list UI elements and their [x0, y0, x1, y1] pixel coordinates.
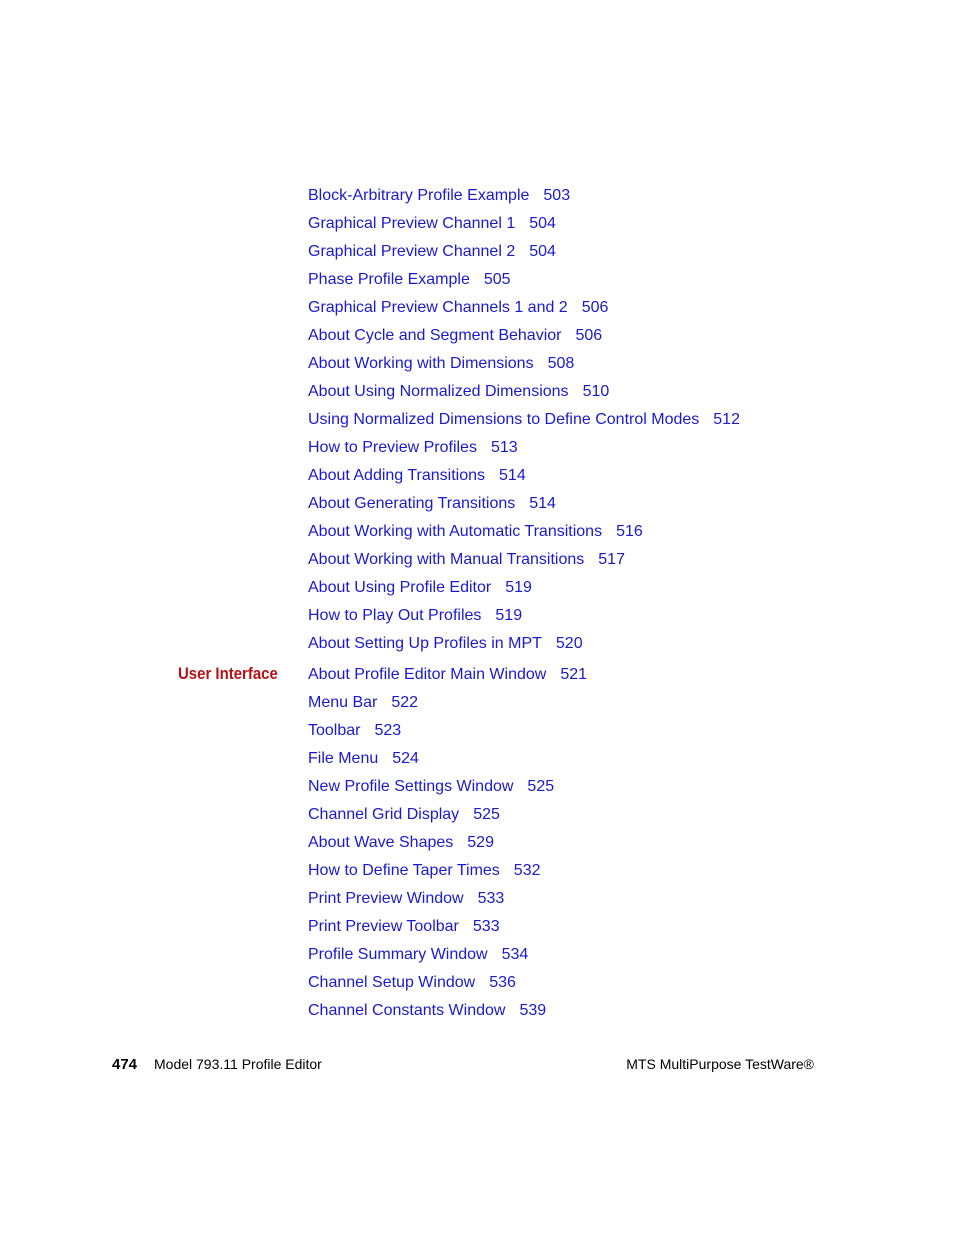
toc-entry-page-number[interactable]: 539	[519, 1002, 547, 1019]
toc-entry-title[interactable]: Graphical Preview Channels 1 and 2	[308, 299, 568, 316]
toc-entry-page-number[interactable]: 514	[529, 495, 556, 512]
toc-entry-title[interactable]: About Using Normalized Dimensions	[308, 383, 569, 400]
toc-entry[interactable]	[308, 859, 587, 887]
toc-entry-page-number[interactable]: 505	[483, 271, 511, 288]
toc-entry-page-number[interactable]: 510	[582, 383, 610, 400]
footer-page-number: 474	[112, 1056, 138, 1073]
footer-product: MTS MultiPurpose TestWare®	[626, 1056, 814, 1072]
toc-entry-title[interactable]: About Working with Dimensions	[308, 355, 534, 372]
toc-entry-page-number[interactable]: 522	[391, 694, 419, 711]
toc-entry[interactable]	[308, 380, 740, 408]
toc-entry[interactable]	[308, 212, 740, 240]
toc-entry-title[interactable]: Using Normalized Dimensions to Define Control Modes	[308, 411, 700, 428]
toc-entry-page-number[interactable]: 506	[581, 299, 609, 316]
toc-entry-title[interactable]: About Adding Transitions	[308, 467, 486, 484]
toc-entry-page-number[interactable]: 516	[616, 523, 643, 540]
toc-entry-page-number[interactable]: 532	[513, 862, 541, 879]
toc-entry-title[interactable]: About Profile Editor Main Window	[308, 666, 547, 683]
toc-entry-page-number[interactable]: 525	[527, 778, 555, 795]
toc-entry-title[interactable]: How to Play Out Profiles	[308, 607, 482, 624]
toc-entry-page-number[interactable]: 512	[713, 411, 740, 428]
toc-entry-title[interactable]: Channel Grid Display	[308, 806, 460, 823]
toc-entry-title[interactable]: New Profile Settings Window	[308, 778, 514, 795]
toc-entry-title[interactable]: Print Preview Toolbar	[308, 918, 459, 935]
toc-entry[interactable]	[308, 324, 740, 352]
toc-entry-title[interactable]: Channel Setup Window	[308, 974, 476, 991]
toc-entry[interactable]	[308, 240, 740, 268]
toc-entry-page-number[interactable]: 536	[489, 974, 516, 991]
toc-entry-page-number[interactable]: 519	[495, 607, 523, 624]
toc-entry[interactable]	[308, 492, 740, 520]
toc-entry-title[interactable]: About Working with Manual Transitions	[308, 551, 585, 568]
section-heading: User Interface	[178, 664, 278, 683]
toc-entry-title[interactable]: How to Preview Profiles	[308, 439, 477, 456]
toc-entry[interactable]	[308, 436, 740, 464]
toc-entry[interactable]	[308, 719, 587, 747]
toc-entry-title[interactable]: Print Preview Window	[308, 890, 464, 907]
toc-list	[308, 184, 740, 660]
toc-entry-title[interactable]: About Generating Transitions	[308, 495, 516, 512]
footer-doc-title: Model 793.11 Profile Editor	[154, 1056, 322, 1072]
toc-entry[interactable]	[308, 747, 587, 775]
toc-entry-title[interactable]: About Wave Shapes	[308, 834, 454, 851]
toc-entry[interactable]	[308, 520, 740, 548]
toc-entry[interactable]	[308, 408, 740, 436]
toc-entry-title[interactable]: About Cycle and Segment Behavior	[308, 327, 562, 344]
toc-entry-page-number[interactable]: 520	[555, 635, 583, 652]
toc-entry[interactable]	[308, 352, 740, 380]
toc-entry-page-number[interactable]: 506	[575, 327, 603, 344]
toc-entry[interactable]	[308, 803, 587, 831]
toc-entry-page-number[interactable]: 525	[473, 806, 500, 823]
toc-entry-page-number[interactable]: 513	[490, 439, 518, 456]
toc-entry[interactable]	[308, 464, 740, 492]
page-footer	[112, 1056, 814, 1076]
toc-entry-title[interactable]: File Menu	[308, 750, 379, 767]
toc-entry-page-number[interactable]: 504	[529, 215, 556, 232]
toc-entry-page-number[interactable]: 519	[505, 579, 532, 596]
toc-entry[interactable]	[308, 576, 740, 604]
toc-entry[interactable]	[308, 775, 587, 803]
toc-entry-page-number[interactable]: 533	[477, 890, 505, 907]
toc-entry-page-number[interactable]: 534	[501, 946, 529, 963]
toc-entry[interactable]	[308, 943, 587, 971]
toc-entry[interactable]	[308, 663, 587, 691]
toc-entry[interactable]	[308, 887, 587, 915]
toc-entry[interactable]	[308, 691, 587, 719]
toc-entry-title[interactable]: Toolbar	[308, 722, 361, 739]
toc-entry[interactable]	[308, 548, 740, 576]
toc-entry-title[interactable]: How to Define Taper Times	[308, 862, 500, 879]
toc-entry[interactable]	[308, 296, 740, 324]
toc-entry[interactable]	[308, 971, 587, 999]
toc-entry[interactable]	[308, 632, 740, 660]
toc-entry-page-number[interactable]: 514	[499, 467, 526, 484]
toc-entry[interactable]	[308, 184, 740, 212]
toc-entry[interactable]	[308, 268, 740, 296]
toc-entry-title[interactable]: About Using Profile Editor	[308, 579, 492, 596]
toc-entry-page-number[interactable]: 523	[374, 722, 402, 739]
toc-entry-title[interactable]: Graphical Preview Channel 1	[308, 215, 516, 232]
toc-entry-title[interactable]: Channel Constants Window	[308, 1002, 506, 1019]
toc-entry-page-number[interactable]: 508	[547, 355, 575, 372]
toc-entry-title[interactable]: About Working with Automatic Transitions	[308, 523, 603, 540]
toc-entry-page-number[interactable]: 521	[560, 666, 588, 683]
toc-entry-page-number[interactable]: 533	[472, 918, 500, 935]
toc-entry-title[interactable]: About Setting Up Profiles in MPT	[308, 635, 542, 652]
toc-entry[interactable]	[308, 915, 587, 943]
toc-entry-page-number[interactable]: 504	[529, 243, 556, 260]
toc-section-list	[308, 663, 587, 1027]
toc-entry-title[interactable]: Block-Arbitrary Profile Example	[308, 187, 530, 204]
toc-entry[interactable]	[308, 831, 587, 859]
toc-entry-title[interactable]: Menu Bar	[308, 694, 378, 711]
toc-entry-title[interactable]: Graphical Preview Channel 2	[308, 243, 516, 260]
toc-entry[interactable]	[308, 604, 740, 632]
toc-entry-page-number[interactable]: 529	[467, 834, 494, 851]
toc-entry-page-number[interactable]: 524	[392, 750, 419, 767]
toc-entry-title[interactable]: Phase Profile Example	[308, 271, 470, 288]
toc-entry[interactable]	[308, 999, 587, 1027]
toc-entry-page-number[interactable]: 503	[543, 187, 571, 204]
toc-entry-title[interactable]: Profile Summary Window	[308, 946, 488, 963]
toc-entry-page-number[interactable]: 517	[598, 551, 625, 568]
